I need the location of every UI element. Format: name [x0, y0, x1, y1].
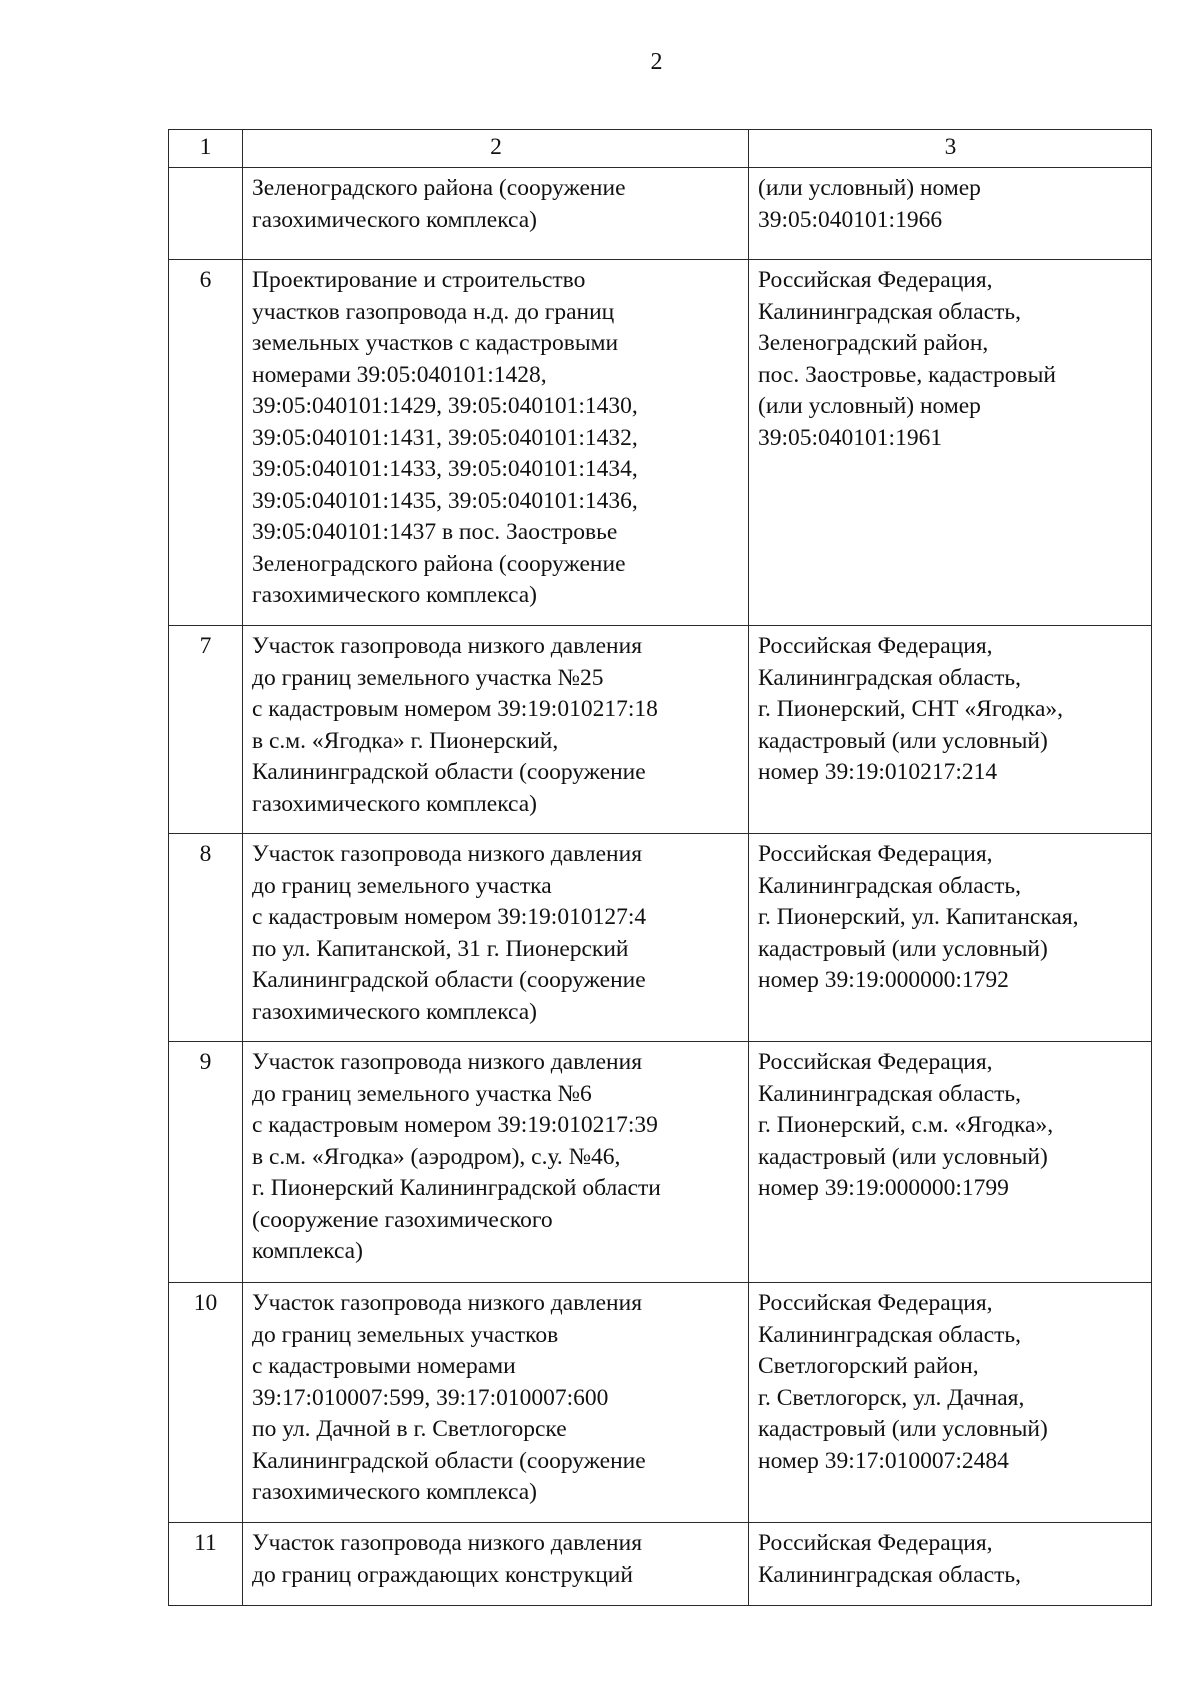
row-number: 8 — [169, 834, 243, 1042]
object-location: Российская Федерация, Калининградская область, г. Пионерский, ул. Капитанская, кадастровый (или условный) номер 39:19:000000:1792 — [749, 834, 1152, 1042]
object-description: Участок газопровода низкого давления до границ земельного участка №6 с кадастровым номером 39:19:010217:39 в с.м. «Ягодка» (аэродром), с.у. №46, г. Пионерский Калининградской области (сооружение газохимического комплекса) — [243, 1042, 749, 1283]
object-description: Участок газопровода низкого давления до границ земельного участка №25 с кадастровым номером 39:19:010217:18 в с.м. «Ягодка» г. Пионерский, Калининградской области (сооружение газохимического комплекса) — [243, 626, 749, 834]
table-row — [169, 834, 1152, 1042]
table-row — [169, 260, 1152, 626]
object-location: (или условный) номер 39:05:040101:1966 — [749, 168, 1152, 260]
object-description: Участок газопровода низкого давления до границ земельного участка с кадастровым номером 39:19:010127:4 по ул. Капитанской, 31 г. Пионерский Калининградской области (сооружение газохимического комплекса) — [243, 834, 749, 1042]
object-location: Российская Федерация, Калининградская область, Светлогорский район, г. Светлогорск, ул. Дачная, кадастровый (или условный) номер 39:17:010007:2484 — [749, 1283, 1152, 1523]
object-description: Проектирование и строительство участков газопровода н.д. до границ земельных участков с кадастровыми номерами 39:05:040101:1428, 39:05:040101:1429, 39:05:040101:1430, 39:05:040101:1431, 39:05:040101:1432, 39:05:040101:1433, 39:05:040101:1434, 39:05:040101:1435, 39:05:040101:1436, 39:05:040101:1437 в пос. Заостровье Зеленоградского района (сооружение газохимического комплекса) — [243, 260, 749, 626]
object-location: Российская Федерация, Калининградская область, — [749, 1523, 1152, 1606]
row-number: 7 — [169, 626, 243, 834]
table-row — [169, 168, 1152, 260]
property-table — [168, 129, 1152, 1606]
object-description: Участок газопровода низкого давления до границ ограждающих конструкций — [243, 1523, 749, 1606]
column-header-1: 1 — [169, 130, 243, 168]
table-row — [169, 1283, 1152, 1523]
column-header-2: 2 — [243, 130, 749, 168]
object-description: Участок газопровода низкого давления до границ земельных участков с кадастровыми номерами 39:17:010007:599, 39:17:010007:600 по ул. Дачной в г. Светлогорске Калининградской области (сооружение газохимического комплекса) — [243, 1283, 749, 1523]
object-description: Зеленоградского района (сооружение газохимического комплекса) — [243, 168, 749, 260]
object-location: Российская Федерация, Калининградская область, Зеленоградский район, пос. Заостровье, кадастровый (или условный) номер 39:05:040101:1961 — [749, 260, 1152, 626]
table-row — [169, 626, 1152, 834]
row-number — [169, 168, 243, 260]
page-number: 2 — [650, 49, 663, 75]
object-location: Российская Федерация, Калининградская область, г. Пионерский, СНТ «Ягодка», кадастровый (или условный) номер 39:19:010217:214 — [749, 626, 1152, 834]
row-number: 9 — [169, 1042, 243, 1283]
column-header-3: 3 — [749, 130, 1152, 168]
object-location: Российская Федерация, Калининградская область, г. Пионерский, с.м. «Ягодка», кадастровый (или условный) номер 39:19:000000:1799 — [749, 1042, 1152, 1283]
row-number: 11 — [169, 1523, 243, 1606]
table-row — [169, 1523, 1152, 1606]
table-header-row — [169, 130, 1152, 168]
row-number: 6 — [169, 260, 243, 626]
table-row — [169, 1042, 1152, 1283]
row-number: 10 — [169, 1283, 243, 1523]
